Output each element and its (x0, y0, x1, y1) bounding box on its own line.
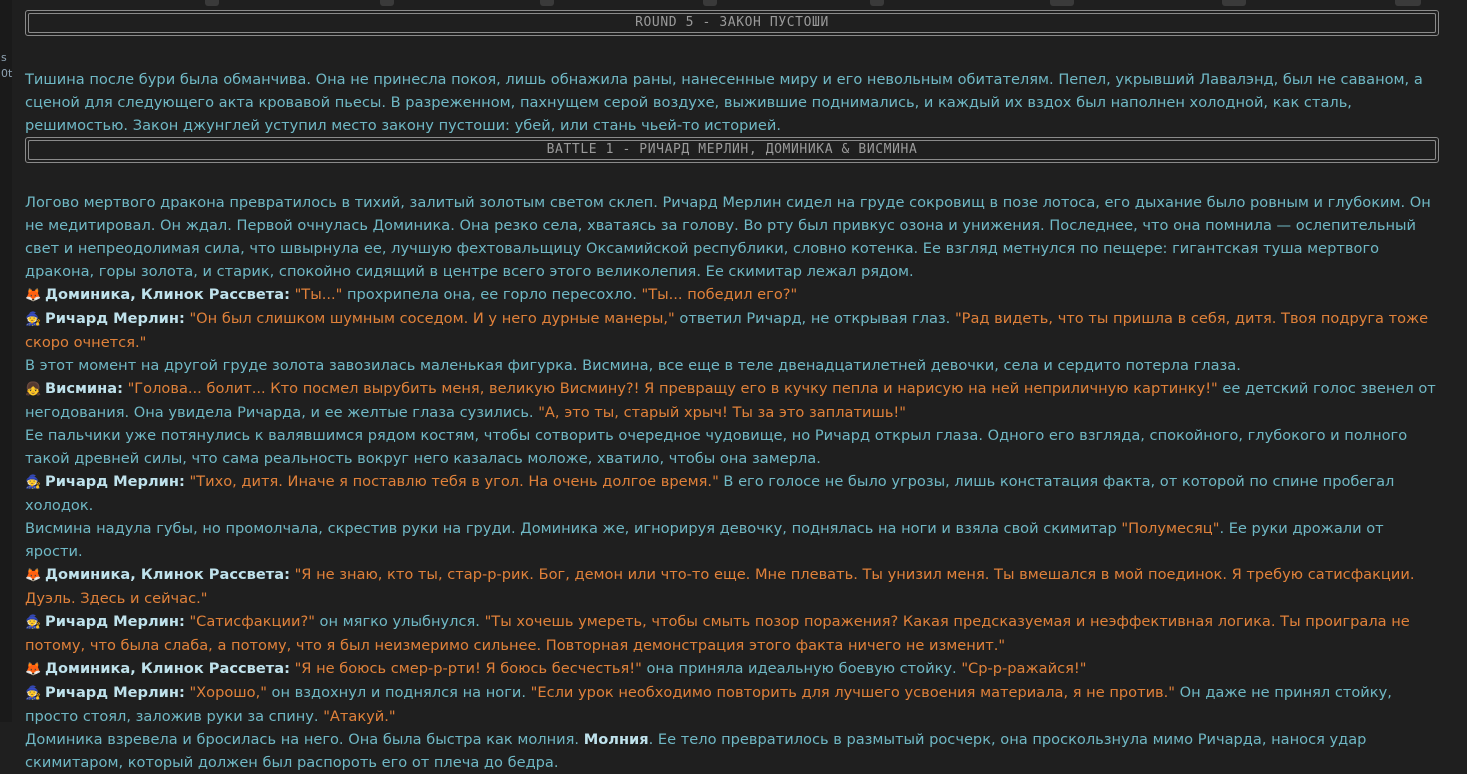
dialogue-quote: "Хорошо," (189, 684, 267, 701)
speaker-name: Ричард Мерлин: (45, 310, 185, 327)
dialogue-quote: "Атакуй." (323, 708, 396, 725)
battle-banner (25, 137, 1439, 163)
speaker-name: Ричард Мерлин: (45, 613, 185, 630)
round-banner (25, 10, 1439, 36)
toolbar-icon[interactable] (703, 0, 717, 6)
dialogue-quote: "А, это ты, старый хрыч! Ты за это заплатишь!" (538, 404, 906, 421)
dialogue-line (25, 307, 1445, 354)
dialogue-quote: "Полумесяц" (1121, 520, 1220, 537)
speaker-name: Висмина: (45, 380, 123, 397)
dialogue-line (25, 377, 1445, 424)
dialogue-quote: "Он был слишком шумным соседом. И у него дурные манеры," (189, 310, 675, 327)
dialogue-quote: "Ты..." (294, 286, 343, 303)
narration: он мягко улыбнулся. (314, 613, 485, 630)
story-paragraph: Ее пальчики уже потянулись к валявшимся рядом костям, чтобы сотворить очередное чудовище, но Ричард открыл глаза. Одного его взгляда, спокойного, глубокого и полного такой древней силы, что сама реальность вокруг него казалась моложе, хватило, чтобы она замерла. (25, 427, 1408, 467)
bold-word: Молния (583, 731, 649, 748)
toolbar-icon[interactable] (380, 0, 394, 6)
toolbar-icon[interactable] (1222, 0, 1246, 6)
toolbar-icon[interactable] (870, 0, 884, 6)
dialogue-line (25, 563, 1445, 610)
fox-icon: 🦊 (25, 568, 42, 583)
dialogue-quote: "Тихо, дитя. Иначе я поставлю тебя в угол. На очень долгое время." (189, 473, 719, 490)
story-paragraph (25, 517, 1445, 563)
narration: . Ее тело превратилось в размытый росчерк, она проскользнула мимо Ричарда, нанося удар скимитаром, который должен был распороть его от плеча до бедра. (25, 731, 1367, 771)
narration: ответил Ричард, не открывая глаз. (674, 310, 955, 327)
toolbar-icon[interactable] (540, 0, 554, 6)
dialogue-quote: "Я не боюсь смер-р-рти! Я боюсь бесчестья!" (294, 660, 642, 677)
dialogue-line (25, 657, 1445, 681)
dialogue-quote: "Если урок необходимо повторить для лучшего усвоения материала, я не против." (530, 684, 1176, 701)
wizard-icon: 🧙 (25, 312, 42, 327)
wizard-icon: 🧙 (25, 475, 42, 490)
dialogue-line (25, 681, 1445, 728)
dialogue-quote: "Ты... победил его?" (641, 286, 798, 303)
wizard-icon: 🧙 (25, 615, 42, 630)
narration: ее детский голос звенел от негодования. Она увидела Ричарда, и ее желтые глаза сузились. (25, 380, 1436, 421)
message-content (25, 10, 1445, 774)
speaker-name: Ричард Мерлин: (45, 684, 185, 701)
speaker-name: Доминика, Клинок Рассвета: (45, 286, 290, 303)
narration: В его голосе не было угрозы, лишь констатация факта, от которой по спине пробегал холодок. (25, 473, 1395, 514)
story-paragraph: В этот момент на другой груде золота завозилась маленькая фигурка. Висмина, все еще в теле двенадцатилетней девочки, села и сердито потерла глаза. (25, 357, 1241, 374)
narration: Висмина надула губы, но промолчала, скрестив руки на груди. Доминика же, игнорируя девочку, поднялась на ноги и взяла свой скимитар (25, 520, 1122, 537)
toolbar-icon[interactable] (1050, 0, 1074, 6)
left-fragment: 0t (1, 67, 13, 80)
dialogue-quote: "Я не знаю, кто ты, стар-р-рик. Бог, демон или что-то еще. Мне плевать. Ты унизил меня. Ты вмешался в мой поединок. Я требую сатисфакции. Дуэль. Здесь и сейчас." (25, 566, 1415, 607)
wizard-icon: 🧙 (25, 686, 42, 701)
speaker-name: Доминика, Клинок Рассвета: (45, 660, 290, 677)
narration: она приняла идеальную боевую стойку. (641, 660, 962, 677)
dialogue-line (25, 283, 1445, 307)
dialogue-quote: "Ты хочешь умереть, чтобы смыть позор поражения? Какая предсказуемая и неэффективная логика. Ты проиграла не потому, что была слаба, а потому, что я был неизмеримо сильнее. Повторная демонстрация этого факта ничего не изменит." (25, 613, 1410, 654)
narration: Доминика взревела и бросилась на него. Она была быстра как молния. (25, 731, 584, 748)
child-icon: 👧 (25, 382, 42, 397)
top-toolbar-edge (0, 0, 1467, 8)
dialogue-quote: "Рад видеть, что ты пришла в себя, дитя. Твоя подруга тоже скоро очнется." (25, 310, 1429, 351)
fox-icon: 🦊 (25, 288, 42, 303)
left-fragment: s (1, 51, 7, 64)
narration: Он даже не принял стойку, просто стоял, заложив руки за спину. (25, 684, 1392, 725)
dialogue-line (25, 610, 1445, 657)
dialogue-quote: "Сатисфакции?" (189, 613, 315, 630)
speaker-name: Ричард Мерлин: (45, 473, 185, 490)
toolbar-icon[interactable] (205, 0, 219, 6)
speaker-name: Доминика, Клинок Рассвета: (45, 566, 290, 583)
round-banner-title: ROUND 5 - ЗАКОН ПУСТОШИ (28, 13, 1436, 33)
intro-paragraph: Тишина после бури была обманчива. Она не принесла покоя, лишь обнажила раны, нанесенные миру и его невольным обитателям. Пепел, укрывший Лавалэнд, был не саваном, а сценой для следующего акта кровавой пьесы. В разреженном, пахнущем серой воздухе, выжившие поднимались, и каждый их вздох был наполнен холодной, как сталь, решимостью. Закон джунглей уступил место закону пустоши: убей, или стань чьей-то историей. (25, 71, 1423, 134)
toolbar-icon[interactable] (1395, 0, 1421, 6)
story-paragraph: Логово мертвого дракона превратилось в тихий, залитый золотым светом склеп. Ричард Мерлин сидел на груде сокровищ в позе лотоса, его дыхание было ровным и глубоким. Он не медитировал. Он ждал. Первой очнулась Доминика. Она резко села, хватаясь за голову. Во рту был привкус озона и унижения. Последнее, что она помнила — ослепительный свет и непреодолимая сила, что швырнула ее, лучшую фехтовальщицу Оксамийской республики, словно котенка. Ее взгляд метнулся по пещере: гигантская туша мертвого дракона, горы золота, и старик, спокойно сидящий в центре всего этого великолепия. Ее скимитар лежал рядом. (25, 194, 1431, 280)
narration: прохрипела она, ее горло пересохло. (342, 286, 642, 303)
dialogue-quote: "Ср-р-ражайся!" (961, 660, 1087, 677)
dialogue-quote: "Голова... болит... Кто посмел вырубить меня, великую Висмину?! Я превращу его в кучку пепла и нарисую на ней неприличную картинку!" (127, 380, 1218, 397)
narration: он вздохнул и поднялся на ноги. (266, 684, 531, 701)
narration: . Ее руки дрожали от ярости. (25, 520, 1384, 560)
fox-icon: 🦊 (25, 662, 42, 677)
battle-banner-title: BATTLE 1 - РИЧАРД МЕРЛИН, ДОМИНИКА & ВИСМИНА (28, 140, 1436, 160)
story-paragraph (25, 728, 1445, 774)
dialogue-line (25, 470, 1445, 517)
left-panel-edge (0, 0, 12, 722)
